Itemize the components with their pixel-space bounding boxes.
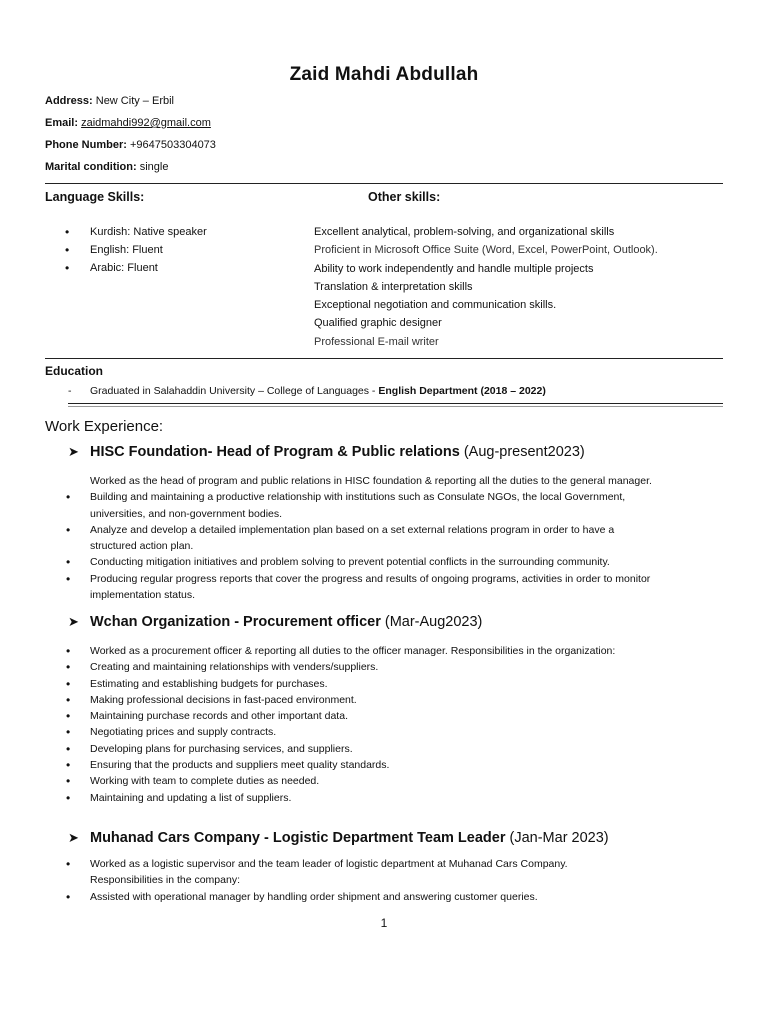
list-item: • English: Fluent xyxy=(45,241,207,259)
list-item: Ability to work independently and handle multiple projects xyxy=(314,262,594,275)
arrow-bullet-icon: ➤ xyxy=(68,614,79,629)
duty-line: • Worked as a procurement officer & reporting all duties to the officer manager. Responsibilities in the organization: xyxy=(68,643,728,659)
resume-name: Zaid Mahdi Abdullah xyxy=(289,64,479,85)
duty-line: Worked as the head of program and public relations in HISC foundation & reporting all the duties to the general manager. xyxy=(90,475,652,487)
email-link[interactable]: zaidmahdi992@gmail.com xyxy=(81,117,211,129)
arrow-bullet-icon: ➤ xyxy=(68,830,79,845)
duty-line: • Analyze and develop a detailed implementation plan based on a set external relations program in order to have a xyxy=(68,522,728,538)
education-heading: Education xyxy=(45,364,104,378)
language-skills-heading: Language Skills: xyxy=(45,190,145,204)
dash-marker: - xyxy=(68,385,72,397)
duty-line: • Working with team to complete duties as needed. xyxy=(68,773,728,789)
divider xyxy=(45,358,723,359)
duty-line: • Maintaining and updating a list of suppliers. xyxy=(68,790,728,806)
duty-line: • Assisted with operational manager by handling order shipment and answering customer queries. xyxy=(68,889,728,905)
duty-line: • Creating and maintaining relationships with venders/suppliers. xyxy=(68,659,728,675)
duty-line: • Worked as a logistic supervisor and the team leader of logistic department at Muhanad Cars Company. xyxy=(68,856,728,872)
duty-line: • Making professional decisions in fast-paced environment. xyxy=(68,692,728,708)
list-item: Exceptional negotiation and communication skills. xyxy=(314,299,557,312)
list-item: Professional E-mail writer xyxy=(314,335,439,348)
duty-line: universities, and non-government bodies. xyxy=(90,507,283,520)
duty-line: structured action plan. xyxy=(90,540,194,553)
job-duties xyxy=(68,643,728,806)
duty-line: • Negotiating prices and supply contracts. xyxy=(68,724,728,740)
work-experience-heading: Work Experience: xyxy=(45,418,164,435)
divider xyxy=(68,403,723,407)
job-duties xyxy=(68,856,728,905)
marital-row: Marital condition: single xyxy=(45,161,169,173)
list-item: • Kurdish: Native speaker xyxy=(45,223,207,241)
language-list xyxy=(45,223,207,277)
job-duties xyxy=(68,473,728,603)
page-number: 1 xyxy=(380,916,388,930)
list-item: Proficient in Microsoft Office Suite (Word, Excel, PowerPoint, Outlook). xyxy=(314,244,658,257)
address-value: New City – Erbil xyxy=(95,95,174,107)
duty-line: implementation status. xyxy=(90,589,196,602)
list-item: Qualified graphic designer xyxy=(314,317,442,330)
contact-info xyxy=(45,90,216,178)
job-title: ➤ Muhanad Cars Company - Logistic Department Team Leader (Jan-Mar 2023) xyxy=(68,830,609,846)
duty-line: • Estimating and establishing budgets for purchases. xyxy=(68,676,728,692)
job-title: ➤ Wchan Organization - Procurement officer (Mar-Aug2023) xyxy=(68,614,483,630)
arrow-bullet-icon: ➤ xyxy=(68,444,79,459)
duty-line: • Developing plans for purchasing services, and suppliers. xyxy=(68,741,728,757)
duty-line: • Producing regular progress reports that cover the progress and results of ongoing programs, activities in order to monitor xyxy=(68,571,728,587)
list-item: Excellent analytical, problem-solving, and organizational skills xyxy=(314,226,615,238)
duty-line: • Maintaining purchase records and other important data. xyxy=(68,708,728,724)
divider xyxy=(45,183,723,184)
list-item: Translation & interpretation skills xyxy=(314,280,473,293)
list-item: • Arabic: Fluent xyxy=(45,259,207,277)
job-title: ➤ HISC Foundation- Head of Program & Public relations (Aug-present2023) xyxy=(68,444,585,460)
duty-line: • Building and maintaining a productive relationship with institutions such as Consulate NGOs, the local Government, xyxy=(68,489,728,505)
phone-row: Phone Number: +9647503304073 xyxy=(45,139,216,151)
other-skills-heading: Other skills: xyxy=(368,190,441,204)
address-row: Address: New City – Erbil xyxy=(45,95,174,107)
other-skills-list xyxy=(314,223,658,351)
phone-value: +9647503304073 xyxy=(129,139,216,151)
duty-line: Responsibilities in the company: xyxy=(90,874,240,887)
duty-line: • Conducting mitigation initiatives and problem solving to prevent potential conflicts in the surrounding community. xyxy=(68,554,728,570)
duty-line: • Ensuring that the products and suppliers meet quality standards. xyxy=(68,757,728,773)
education-entry: - Graduated in Salahaddin University – College of Languages - English Department (2018 – 2022) xyxy=(68,385,546,397)
email-row: Email: zaidmahdi992@gmail.com xyxy=(45,117,211,129)
marital-value: single xyxy=(139,161,169,173)
